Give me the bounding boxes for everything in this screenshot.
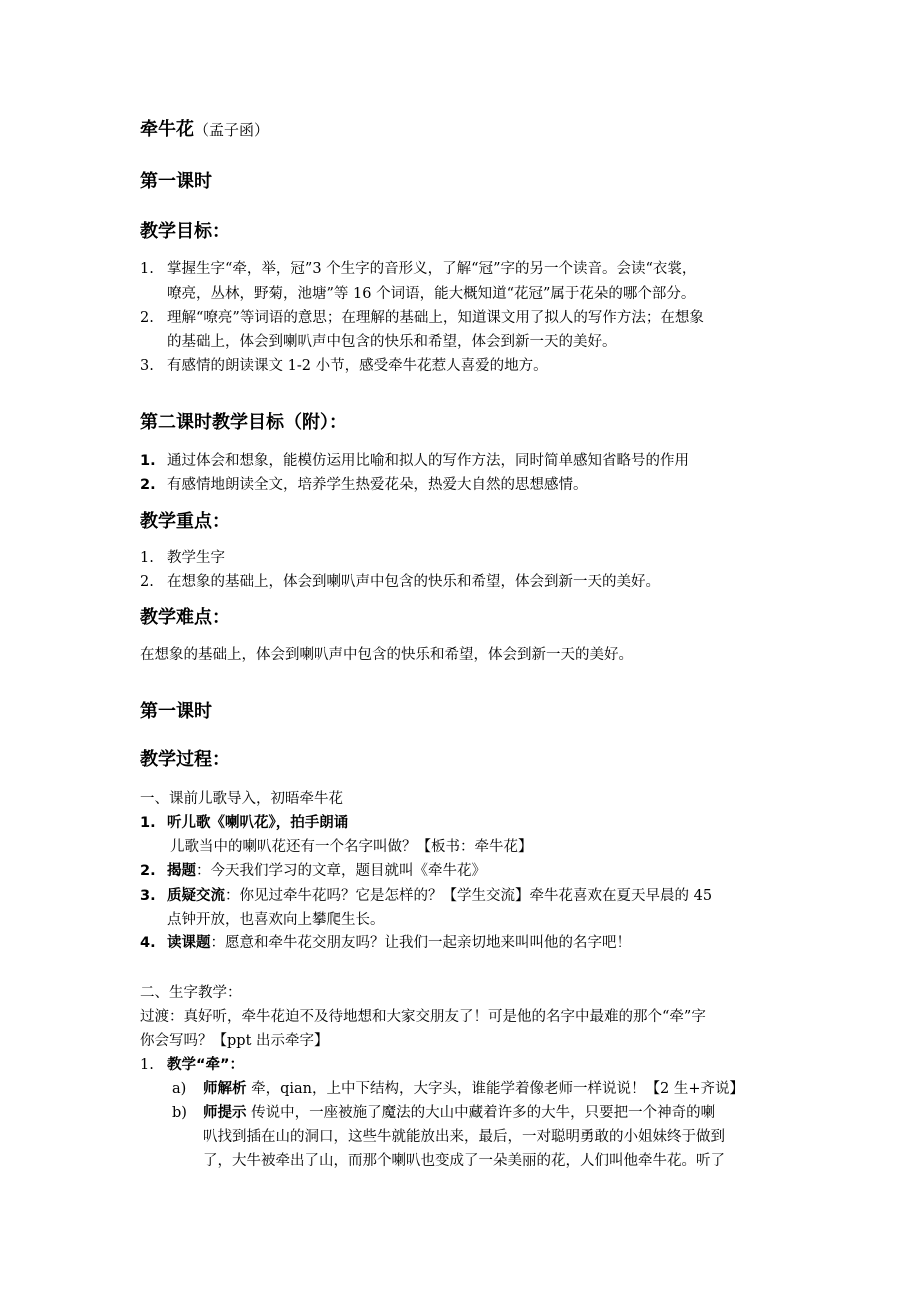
step-text: ：今天我们学习的文章，题目就叫《牵牛花》 bbox=[196, 863, 486, 879]
item-num: 1. bbox=[140, 550, 154, 566]
goal-line: 理解“嘹亮”等词语的意思；在理解的基础上，知道课文用了拟人的写作方法；在想象 bbox=[167, 310, 704, 326]
sub-text: 传说中，一座被施了魔法的大山中藏着许多的大牛，只要把一个神奇的喇 bbox=[246, 1105, 716, 1121]
item-text: 教学生字 bbox=[167, 550, 225, 566]
sub-bold: 师解析 bbox=[203, 1081, 247, 1097]
goal-line: 有感情的朗读课文 1-2 小节，感受牵牛花惹人喜爱的地方。 bbox=[167, 358, 548, 374]
transition-line: 你会写吗？【ppt 出示牵字】 bbox=[140, 1033, 329, 1049]
item-num: 1. bbox=[140, 453, 156, 469]
doc-title bbox=[140, 118, 269, 142]
sub-bold: 师提示 bbox=[203, 1105, 247, 1121]
step-bold: 听儿歌《喇叭花》，拍手朗诵 bbox=[167, 815, 349, 831]
sub-text: 牵，qian，上中下结构，大字头，谁能学着像老师一样说说！【2 生+齐说】 bbox=[246, 1081, 744, 1097]
step-line bbox=[167, 886, 712, 906]
step-num: 1. bbox=[140, 815, 156, 831]
goal-line: 的基础上，体会到喇叭声中包含的快乐和希望，体会到新一天的美好。 bbox=[167, 334, 617, 350]
step-cont: 点钟开放，也喜欢向上攀爬生长。 bbox=[167, 912, 385, 928]
step-line bbox=[167, 933, 631, 953]
sub-num: a) bbox=[172, 1081, 187, 1097]
step-bold: 揭题 bbox=[167, 863, 196, 879]
char-item-title: 教学“牵”： bbox=[167, 1057, 245, 1073]
heading-lesson1-again: 第一课时 bbox=[140, 701, 212, 722]
section-title: 一、课前儿歌导入，初晤牵牛花 bbox=[140, 791, 343, 807]
step-bold: 质疑交流 bbox=[167, 888, 225, 904]
sub-line bbox=[203, 1079, 744, 1099]
item-text: 在想象的基础上，体会到喇叭声中包含的快乐和希望，体会到新一天的美好。 bbox=[167, 574, 660, 590]
heading-key: 教学重点： bbox=[140, 511, 230, 532]
sub-line: 叭找到插在山的洞口，这些牛就能放出来，最后，一对聪明勇敢的小姐妹终于做到 bbox=[203, 1129, 725, 1145]
item-text: 有感情地朗读全文，培养学生热爱花朵，热爱大自然的思想感情。 bbox=[167, 477, 588, 493]
goal-num: 3. bbox=[140, 358, 154, 374]
sub-line: 了，大牛被牵出了山，而那个喇叭也变成了一朵美丽的花，人们叫他牵牛花。听了 bbox=[203, 1153, 725, 1169]
section-title: 二、生字教学： bbox=[140, 985, 242, 1001]
goal-line: 嘹亮，丛林，野菊，池塘”等 16 个词语，能大概知道“花冠”属于花朵的哪个部分。 bbox=[167, 286, 696, 302]
step-num: 3. bbox=[140, 888, 156, 904]
goal-line: 掌握生字“牵，举，冠”3 个生字的音形义，了解“冠”字的另一个读音。会读“衣裳， bbox=[167, 261, 697, 277]
step-text: ：你见过牵牛花吗？它是怎样的？【学生交流】牵牛花喜欢在夏天早晨的 45 bbox=[225, 888, 713, 904]
heading-goals: 教学目标： bbox=[140, 221, 230, 242]
heading-lesson1: 第一课时 bbox=[140, 171, 212, 192]
heading-process: 教学过程： bbox=[140, 749, 230, 770]
item-text: 通过体会和想象，能模仿运用比喻和拟人的写作方法，同时简单感知省略号的作用 bbox=[167, 453, 689, 469]
step-sub: 儿歌当中的喇叭花还有一个名字叫做？【板书：牵牛花】 bbox=[170, 839, 533, 855]
goal-num: 1. bbox=[140, 261, 154, 277]
step-text: ：愿意和牵牛花交朋友吗？让我们一起亲切地来叫叫他的名字吧！ bbox=[210, 935, 631, 951]
item-num: 1. bbox=[140, 1057, 154, 1073]
goal-num: 2. bbox=[140, 310, 154, 326]
author: （孟子函） bbox=[194, 121, 270, 139]
step-num: 4. bbox=[140, 935, 156, 951]
item-num: 2. bbox=[140, 477, 156, 493]
title-text: 牵牛花 bbox=[140, 119, 194, 140]
difficulty-text: 在想象的基础上，体会到喇叭声中包含的快乐和希望，体会到新一天的美好。 bbox=[140, 647, 633, 663]
step-bold: 读课题 bbox=[167, 935, 211, 951]
sub-line bbox=[203, 1103, 715, 1123]
sub-num: b) bbox=[172, 1105, 187, 1121]
step-num: 2. bbox=[140, 863, 156, 879]
heading-lesson2-goals: 第二课时教学目标（附）： bbox=[140, 412, 347, 433]
heading-difficulty: 教学难点： bbox=[140, 607, 230, 628]
transition-line: 过渡：真好听，牵牛花迫不及待地想和大家交朋友了！可是他的名字中最难的那个“牵”字 bbox=[140, 1009, 706, 1025]
step-line bbox=[167, 861, 486, 881]
item-num: 2. bbox=[140, 574, 154, 590]
